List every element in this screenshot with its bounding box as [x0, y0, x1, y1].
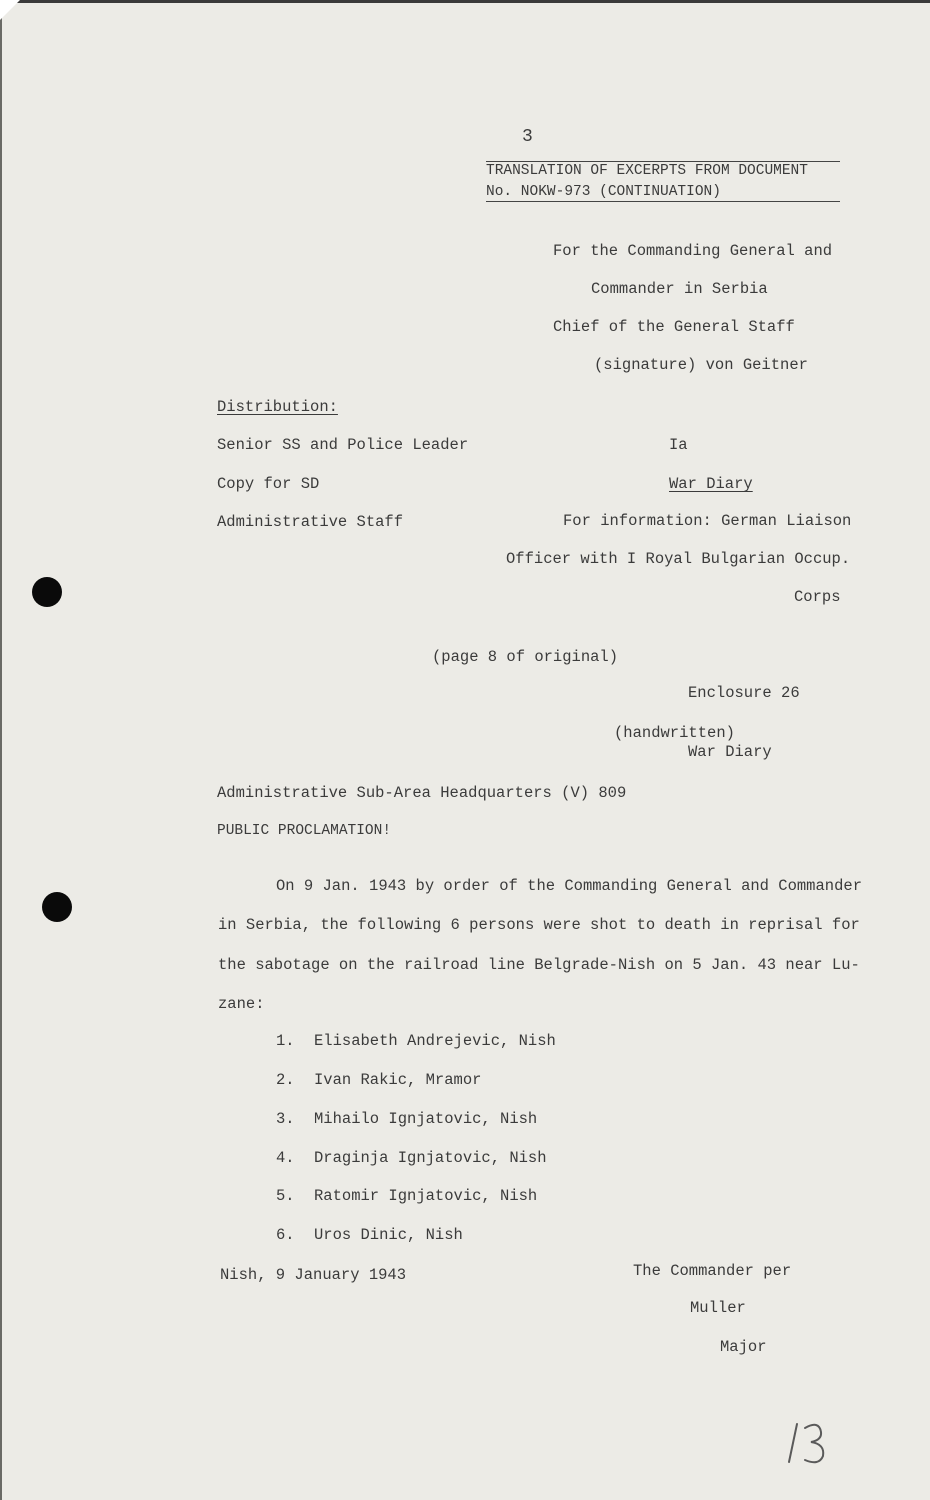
handwritten-page-mark-icon [785, 1418, 835, 1468]
distribution-item-3: Administrative Staff [217, 513, 404, 531]
list-item-number: 3. [276, 1110, 295, 1128]
page-left-edge [0, 0, 2, 1500]
list-item-number: 5. [276, 1187, 295, 1205]
list-item-number: 2. [276, 1071, 295, 1089]
commander-rank: Major [720, 1338, 767, 1356]
body-line-2: in Serbia, the following 6 persons were shot to death in reprisal for [218, 916, 860, 934]
list-item-name: Ivan Rakic, Mramor [314, 1071, 482, 1089]
distribution-info-line-1: For information: German Liaison [563, 512, 852, 530]
enclosure-label: Enclosure 26 [688, 684, 800, 702]
list-item-name: Draginja Ignjatovic, Nish [314, 1149, 547, 1167]
heading-rule-top [486, 161, 840, 162]
page-top-edge [0, 0, 930, 3]
distribution-ia: Ia [669, 436, 688, 454]
distribution-item-2: Copy for SD [217, 475, 320, 493]
distribution-war-diary: War Diary [669, 475, 753, 493]
enclosure-war-diary: War Diary [688, 743, 772, 761]
page-corner [0, 0, 20, 20]
headquarters-line: Administrative Sub-Area Headquarters (V) 809 [217, 784, 627, 802]
punch-hole-lower [42, 892, 72, 922]
list-item-number: 6. [276, 1226, 295, 1244]
enclosure-handwritten-note: (handwritten) [614, 724, 735, 742]
signature-line-3: Chief of the General Staff [553, 318, 795, 336]
distribution-item-1: Senior SS and Police Leader [217, 436, 469, 454]
list-item-number: 4. [276, 1149, 295, 1167]
proclamation-title: PUBLIC PROCLAMATION! [217, 823, 392, 839]
body-line-4: zane: [218, 995, 265, 1013]
distribution-info-line-2: Officer with I Royal Bulgarian Occup. [506, 550, 851, 568]
list-item-name: Mihailo Ignjatovic, Nish [314, 1110, 538, 1128]
page-number: 3 [522, 127, 533, 147]
body-line-3: the sabotage on the railroad line Belgrade-Nish on 5 Jan. 43 near Lu- [218, 956, 860, 974]
distribution-info-line-3: Corps [794, 588, 841, 606]
signature-line-4: (signature) von Geitner [594, 356, 808, 374]
page-reference: (page 8 of original) [432, 648, 619, 666]
signature-line-2: Commander in Serbia [591, 280, 768, 298]
heading-rule-bottom [486, 201, 840, 202]
distribution-title: Distribution: [217, 398, 338, 416]
place-date: Nish, 9 January 1943 [220, 1266, 407, 1284]
commander-name: Muller [690, 1299, 746, 1317]
signature-line-1: For the Commanding General and [553, 242, 833, 260]
list-item-name: Elisabeth Andrejevic, Nish [314, 1032, 556, 1050]
heading-line-1: TRANSLATION OF EXCERPTS FROM DOCUMENT [486, 163, 808, 179]
punch-hole-upper [32, 577, 62, 607]
heading-line-2: No. NOKW-973 (CONTINUATION) [486, 184, 721, 200]
list-item-number: 1. [276, 1032, 295, 1050]
list-item-name: Ratomir Ignjatovic, Nish [314, 1187, 538, 1205]
list-item-name: Uros Dinic, Nish [314, 1226, 463, 1244]
commander-per: The Commander per [633, 1262, 792, 1280]
body-line-1: On 9 Jan. 1943 by order of the Commanding General and Commander [276, 877, 862, 895]
